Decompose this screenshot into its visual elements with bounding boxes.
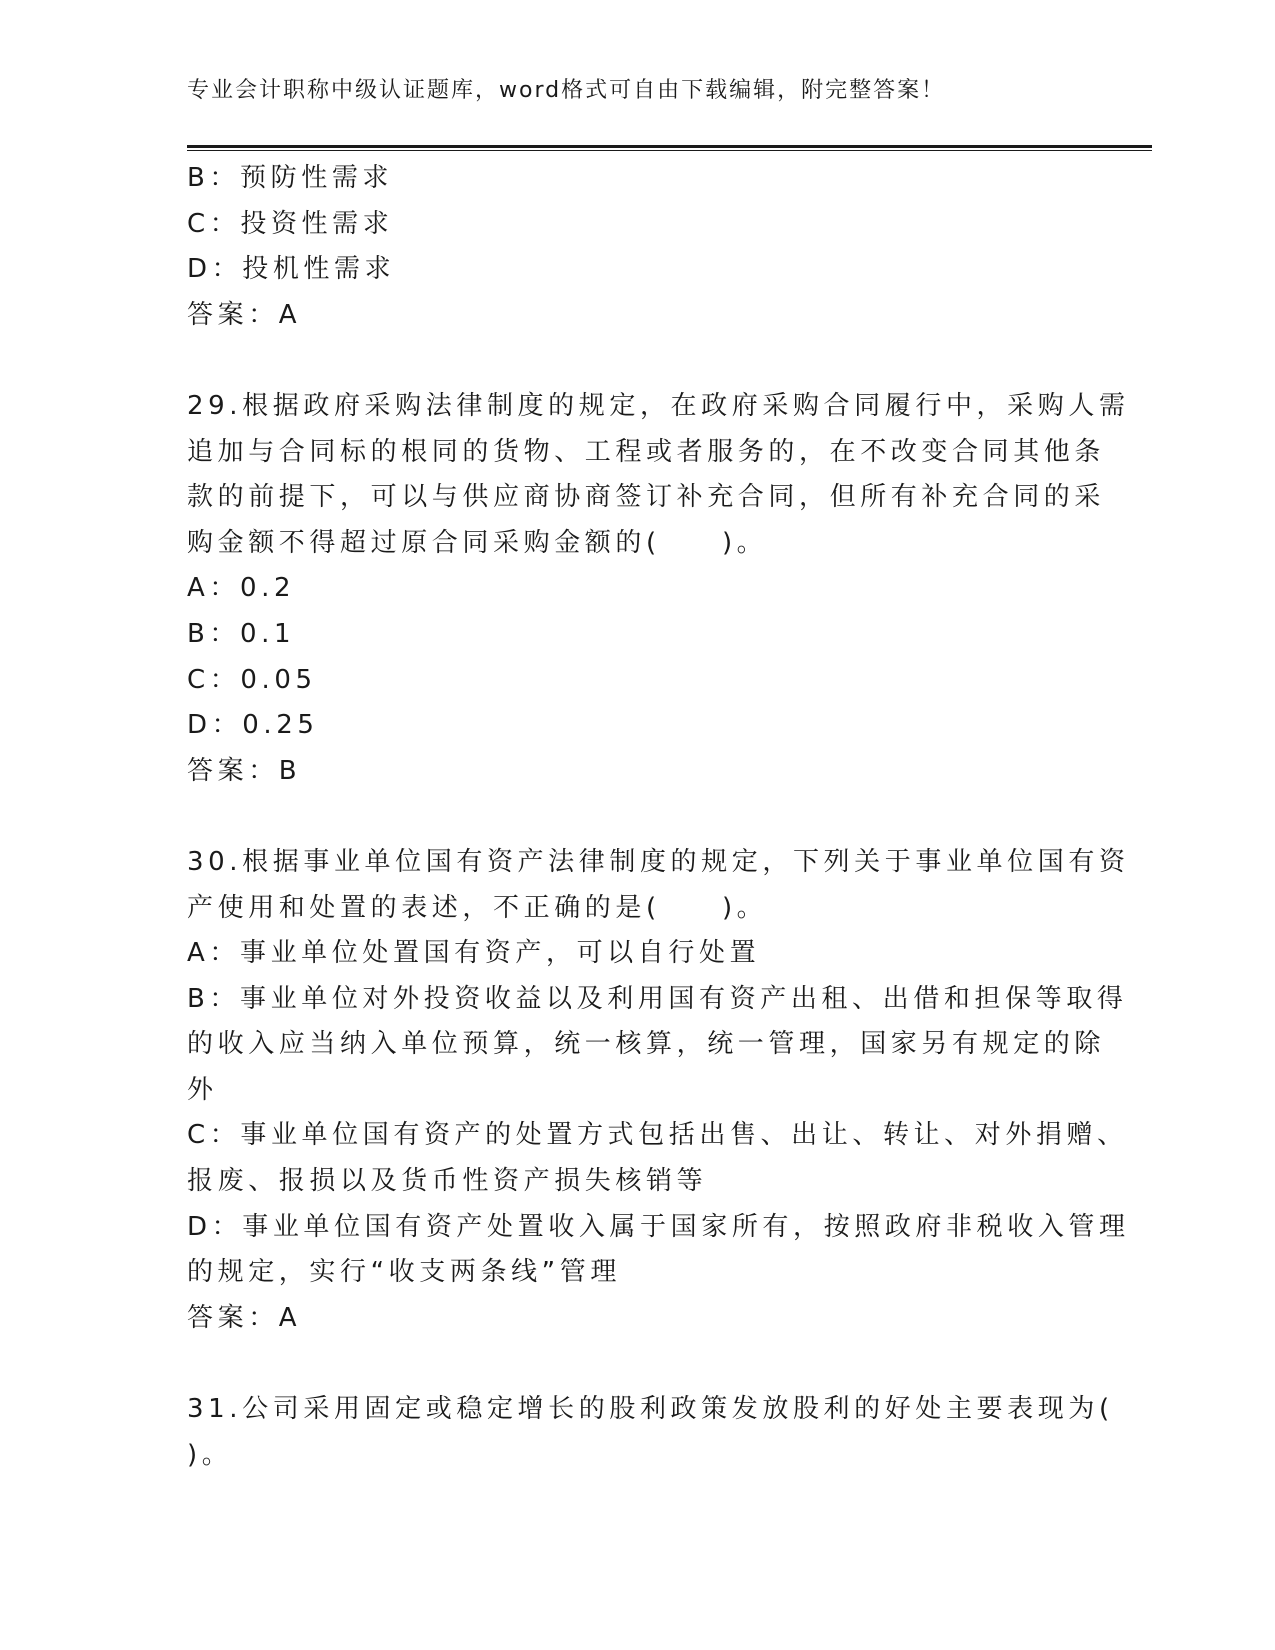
- option-d: D：投机性需求: [187, 254, 396, 285]
- option-b: B：0.1: [187, 618, 296, 649]
- question-28: [187, 156, 1077, 338]
- option-b-continued: 外: [187, 1074, 218, 1105]
- question-text-line: 31.公司采用固定或稳定增长的股利政策发放股利的好处主要表现为(: [187, 1394, 1114, 1425]
- spacer: [187, 338, 1077, 384]
- question-text-line: 产使用和处置的表述，不正确的是( )。: [187, 892, 768, 923]
- option-b: B：事业单位对外投资收益以及利用国有资产出租、出借和担保等取得: [187, 983, 1128, 1014]
- spacer: [187, 794, 1077, 840]
- option-d: D：事业单位国有资产处置收入属于国家所有，按照政府非税收入管理: [187, 1211, 1130, 1242]
- option-c: C：0.05: [187, 664, 317, 695]
- question-text-line: 追加与合同标的根同的货物、工程或者服务的，在不改变合同其他条: [187, 436, 1106, 467]
- question-list: [187, 156, 1130, 1478]
- answer: 答案：B: [187, 755, 302, 786]
- option-a: A：0.2: [187, 573, 296, 604]
- spacer: [187, 1341, 1077, 1387]
- answer: 答案：A: [187, 1302, 302, 1333]
- option-d: D：0.25: [187, 710, 319, 741]
- header-rule-thin: [187, 150, 1152, 151]
- option-d-continued: 的规定，实行“收支两条线”管理: [187, 1257, 621, 1288]
- question-text-line: 29.根据政府采购法律制度的规定，在政府采购合同履行中，采购人需: [187, 390, 1130, 421]
- question-text-line: 30.根据事业单位国有资产法律制度的规定，下列关于事业单位国有资: [187, 846, 1130, 877]
- option-b: B：预防性需求: [187, 163, 394, 193]
- option-c: C：事业单位国有资产的处置方式包括出售、出让、转让、对外捐赠、: [187, 1120, 1128, 1151]
- question-29: [187, 384, 1130, 794]
- answer: 答案：A: [187, 299, 302, 330]
- option-b-continued: 的收入应当纳入单位预算，统一核算，统一管理，国家另有规定的除: [187, 1029, 1106, 1060]
- question-text-line: 购金额不得超过原合同采购金额的( )。: [187, 527, 768, 558]
- question-30: [187, 840, 1130, 1342]
- question-text-line: 款的前提下，可以与供应商协商签订补充合同，但所有补充合同的采: [187, 482, 1106, 513]
- question-31: [187, 1387, 1114, 1478]
- option-a: A：事业单位处置国有资产，可以自行处置: [187, 938, 761, 969]
- page-header: 专业会计职称中级认证题库，word格式可自由下载编辑，附完整答案！: [187, 78, 946, 103]
- option-c-continued: 报废、报损以及货币性资产损失核销等: [187, 1166, 708, 1197]
- header-rule-thick: [187, 145, 1152, 148]
- question-text-line: )。: [187, 1439, 233, 1470]
- option-c: C：投资性需求: [187, 208, 394, 239]
